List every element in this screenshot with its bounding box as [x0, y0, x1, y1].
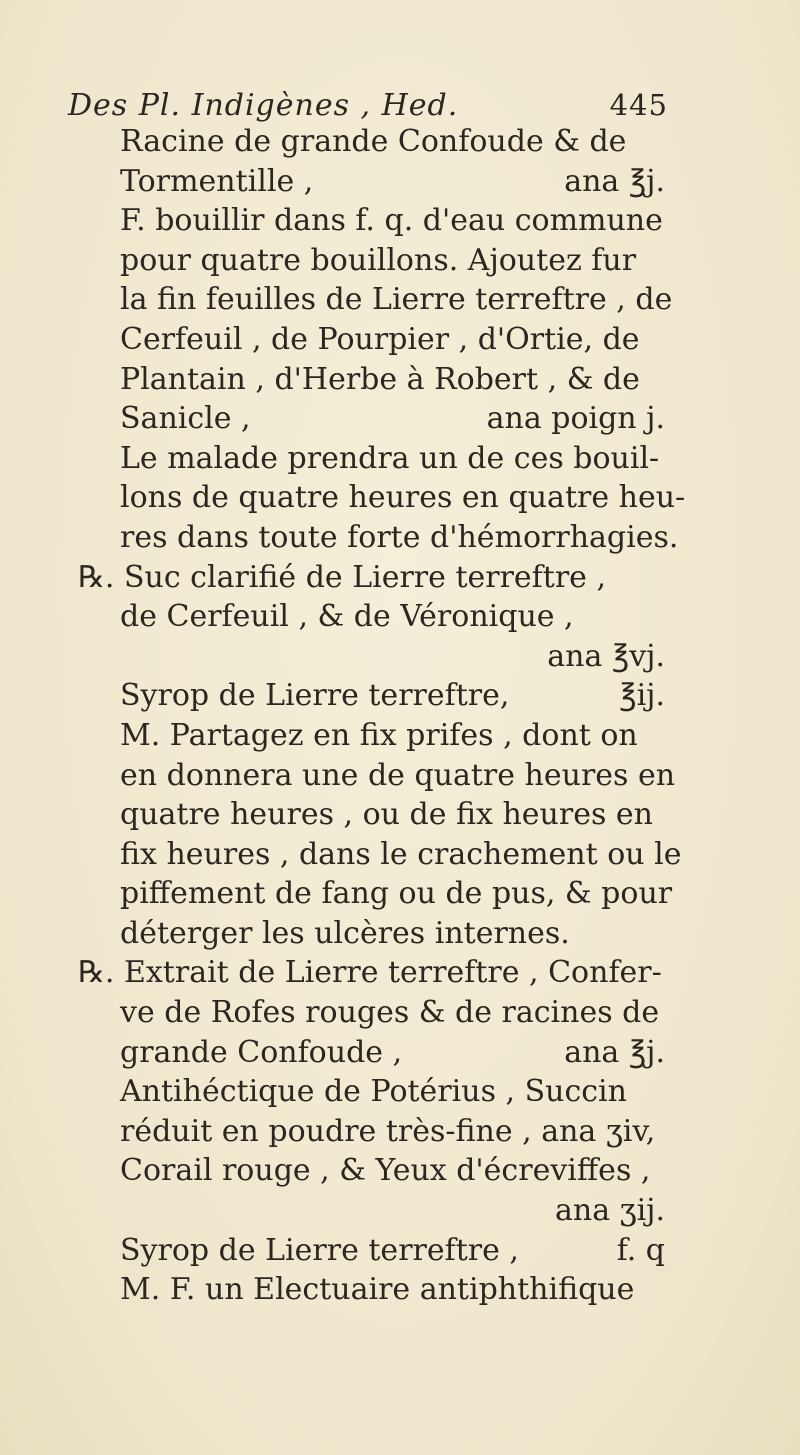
text-line: M. Partagez en fix prifes , dont on: [120, 717, 638, 753]
line-text: Suc clarifié de Lierre terreftre ,: [114, 559, 607, 595]
text-line: [78, 558, 665, 598]
text-line: [120, 676, 665, 716]
line-left: Syrop de Lierre terreftre ,: [120, 1232, 519, 1268]
running-title: Des Pl. Indigènes , Hed.: [68, 88, 459, 123]
text-line: Corail rouge , & Yeux d'écreviffes ,: [120, 1153, 651, 1189]
recipe-symbol: ℞.: [78, 955, 115, 991]
running-header: [68, 88, 668, 123]
text-body: [78, 122, 686, 1310]
text-line: [78, 953, 665, 993]
text-line: ve de Rofes rouges & de racines de: [120, 995, 660, 1031]
text-line: M. F. un Electuaire antiphthifique: [120, 1272, 635, 1308]
line-quantity: ana poign j.: [486, 401, 665, 437]
text-line: res dans toute forte d'hémorrhagies.: [120, 519, 679, 555]
text-line: piffement de fang ou de pus, & pour: [120, 876, 673, 912]
line-left: Syrop de Lierre terreftre,: [120, 678, 510, 714]
text-line: Le malade prendra un de ces bouil-: [120, 440, 660, 476]
text-line: Plantain , d'Herbe à Robert , & de: [120, 361, 640, 397]
text-line: la fin feuilles de Lierre terreftre , de: [120, 282, 673, 318]
line-quantity: ana ℥j.: [564, 163, 665, 199]
text-line: [120, 1231, 665, 1271]
text-line: [120, 1033, 665, 1073]
text-line: de Cerfeuil , & de Véronique ,: [120, 599, 574, 635]
text-line: quatre heures , ou de fix heures en: [120, 797, 653, 833]
text-line: déterger les ulcères internes.: [120, 915, 570, 951]
line-quantity: ℥ij.: [619, 678, 665, 714]
text-line: en donnera une de quatre heures en: [120, 757, 676, 793]
text-line: réduit en poudre très-fine , ana ʒiv,: [120, 1113, 656, 1149]
line-left: Sanicle ,: [120, 401, 251, 437]
line-quantity: f. q: [616, 1232, 665, 1268]
line-text: Extrait de Lierre terreftre , Confer-: [114, 955, 662, 991]
text-line: ana ℥vj.: [547, 638, 665, 674]
text-line: Racine de grande Confoude & de: [120, 124, 627, 159]
text-line: fix heures , dans le crachement ou le: [120, 836, 682, 872]
text-line: lons de quatre heures en quatre heu-: [120, 480, 686, 516]
text-line: [120, 399, 665, 439]
text-line: Cerfeuil , de Pourpier , d'Ortie, de: [120, 321, 640, 357]
line-left: Tormentille ,: [120, 163, 314, 199]
text-line: ana ʒij.: [555, 1193, 665, 1229]
recipe-symbol: ℞.: [78, 559, 115, 595]
line-quantity: ana ℥j.: [564, 1034, 665, 1070]
page-number: 445: [609, 88, 668, 122]
line-left: grande Confoude ,: [120, 1034, 403, 1070]
text-line: Antihéctique de Potérius , Succin: [120, 1074, 627, 1110]
text-line: F. bouillir dans f. q. d'eau commune: [120, 203, 663, 239]
text-line: [120, 162, 665, 202]
text-line: pour quatre bouillons. Ajoutez fur: [120, 242, 637, 278]
